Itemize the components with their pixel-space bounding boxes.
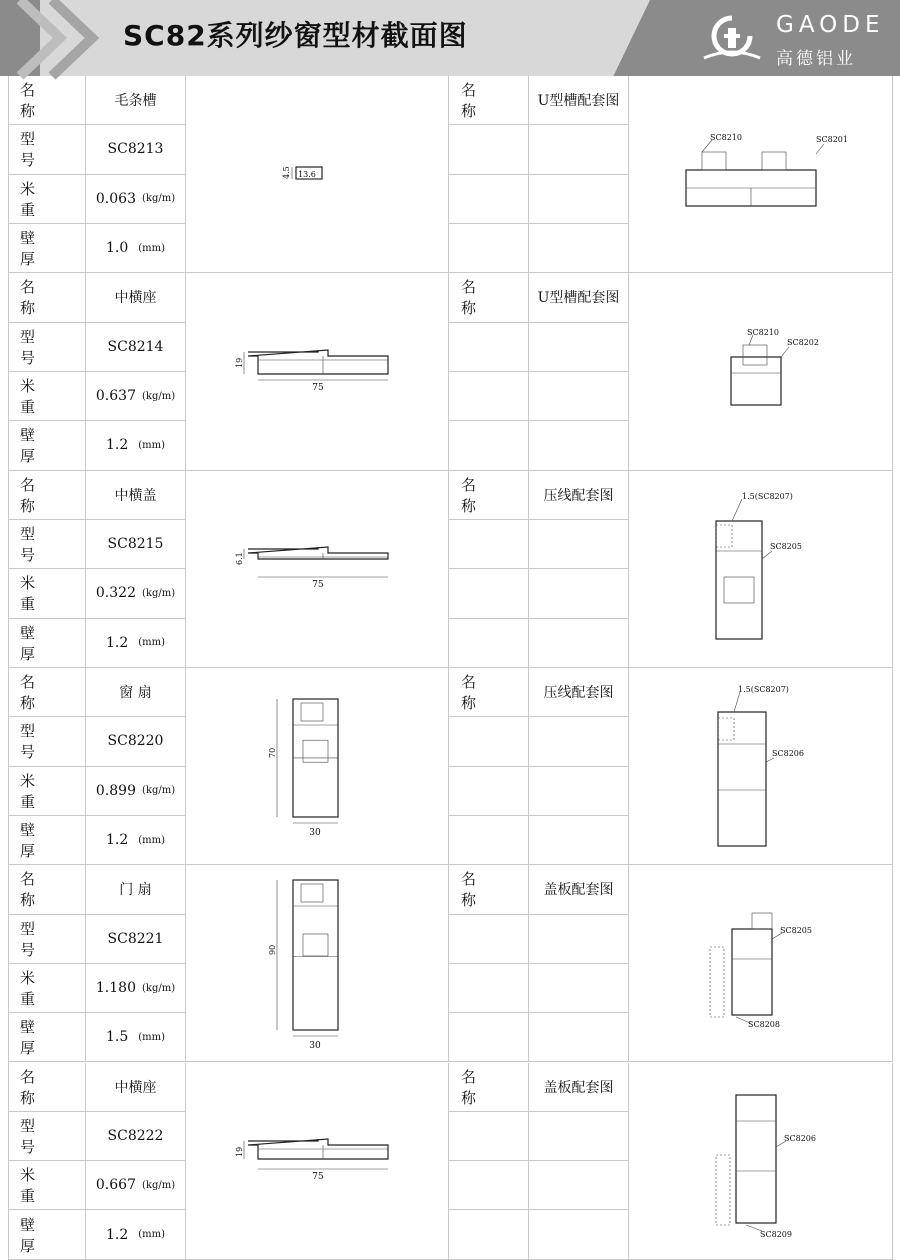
value-cell — [529, 421, 629, 470]
label-cell — [449, 76, 529, 125]
assembly-drawing — [676, 1081, 846, 1241]
profile-section-drawing — [278, 155, 358, 195]
value-cell — [529, 273, 629, 322]
field-label: 米 重 — [20, 771, 50, 811]
dimension-label: 75 — [311, 580, 324, 591]
label-cell — [449, 372, 529, 421]
weight-unit: (kg/m) — [141, 1179, 176, 1191]
profile-section-drawing — [234, 342, 398, 402]
label-cell — [8, 76, 86, 125]
profile-model: SC8220 — [107, 733, 164, 750]
profile-section-drawing — [263, 693, 373, 841]
field-label: 米 重 — [20, 969, 50, 1008]
label-cell — [449, 816, 529, 865]
label-cell — [8, 224, 86, 273]
thickness-unit: (mm) — [138, 242, 166, 254]
assembly-drawing — [676, 489, 846, 649]
profile-name: 窗 扇 — [119, 685, 152, 702]
callout-label: SC8208 — [748, 1019, 780, 1029]
label-cell — [8, 767, 86, 816]
value-cell — [86, 964, 186, 1013]
brand-chinese: 高德铝业 — [776, 49, 856, 69]
profile-model: SC8222 — [107, 1127, 164, 1144]
label-cell — [8, 964, 86, 1013]
value-cell — [529, 1112, 629, 1161]
dimension-label: 19 — [234, 357, 244, 368]
weight-unit: (kg/m) — [141, 785, 176, 797]
field-label: 型 号 — [20, 1116, 50, 1156]
field-label: 名 称 — [461, 475, 491, 515]
value-cell — [86, 717, 186, 766]
assembly-name: 压线配套图 — [543, 487, 614, 504]
label-cell — [449, 1063, 529, 1112]
profile-table — [8, 76, 893, 1260]
field-label: 型 号 — [20, 919, 50, 959]
value-cell — [529, 323, 629, 372]
profile-section-drawing — [234, 539, 398, 599]
profile-thickness: 1.2 — [105, 1226, 129, 1243]
field-label: 名 称 — [20, 673, 50, 713]
field-label: 米 重 — [20, 179, 50, 219]
callout-label: SC8206 — [784, 1134, 816, 1144]
profile-weight: 0.637 — [95, 388, 136, 405]
label-cell — [8, 865, 86, 914]
dimension-label: 6.1 — [234, 552, 244, 566]
thickness-unit: (mm) — [138, 637, 166, 649]
field-label: 型 号 — [20, 525, 50, 565]
value-cell — [529, 224, 629, 273]
value-cell — [529, 915, 629, 964]
callout-label: SC8210 — [747, 327, 779, 337]
gaode-logo-icon — [702, 14, 762, 64]
field-label: 型 号 — [20, 722, 50, 762]
profile-thickness: 1.2 — [105, 437, 129, 454]
label-cell — [8, 372, 86, 421]
label-cell — [8, 569, 86, 618]
callout-label: SC8202 — [787, 337, 819, 347]
label-cell — [449, 421, 529, 470]
label-cell — [8, 175, 86, 224]
field-label: 名 称 — [20, 870, 50, 910]
value-cell — [529, 619, 629, 668]
label-cell — [449, 175, 529, 224]
dimension-label: 30 — [308, 827, 321, 838]
field-label: 名 称 — [461, 673, 491, 713]
value-cell — [86, 125, 186, 174]
profile-weight: 0.899 — [95, 782, 136, 799]
profile-name: 中横盖 — [114, 487, 157, 504]
label-cell — [449, 1161, 529, 1210]
profile-weight: 0.667 — [95, 1177, 136, 1194]
value-cell — [529, 767, 629, 816]
value-cell — [529, 717, 629, 766]
field-label: 壁 厚 — [20, 426, 50, 466]
label-cell — [449, 1112, 529, 1161]
label-cell — [449, 865, 529, 914]
profile-model: SC8214 — [107, 338, 164, 355]
dimension-label: 19 — [234, 1146, 244, 1158]
label-cell — [8, 1013, 86, 1062]
assembly-name: 盖板配套图 — [543, 1079, 614, 1096]
value-cell — [529, 520, 629, 569]
profile-weight: 1.180 — [95, 980, 136, 996]
assembly-name: 压线配套图 — [543, 685, 614, 702]
value-cell — [86, 520, 186, 569]
dimension-label: 4.5 — [281, 165, 291, 179]
value-cell — [86, 372, 186, 421]
callout-label: 1.5(SC8207) — [738, 684, 789, 694]
page-header — [0, 0, 900, 76]
assembly-drawing — [676, 682, 846, 852]
assembly-drawing — [676, 899, 846, 1029]
value-cell — [86, 668, 186, 717]
label-cell — [8, 421, 86, 470]
dimension-label: 75 — [311, 382, 324, 393]
thickness-unit: (mm) — [138, 439, 166, 451]
profile-section-drawing — [234, 1131, 398, 1191]
callout-label: SC8206 — [772, 748, 804, 758]
label-cell — [449, 964, 529, 1013]
value-cell — [529, 964, 629, 1013]
brand-english: GAODE — [776, 12, 885, 38]
value-cell — [529, 668, 629, 717]
assembly-name: U型槽配套图 — [537, 290, 620, 307]
value-cell — [529, 372, 629, 421]
value-cell — [86, 1210, 186, 1259]
value-cell — [86, 421, 186, 470]
value-cell — [86, 471, 186, 520]
profile-thickness: 1.5 — [105, 1029, 129, 1046]
label-cell — [8, 1161, 86, 1210]
label-cell — [449, 915, 529, 964]
profile-section-drawing — [263, 874, 373, 1054]
weight-unit: (kg/m) — [141, 390, 176, 402]
page-title: SC82系列纱窗型材截面图 — [123, 19, 468, 52]
label-cell — [8, 471, 86, 520]
profile-weight: 0.322 — [95, 585, 136, 602]
field-label: 名 称 — [461, 278, 491, 318]
label-cell — [449, 520, 529, 569]
value-cell — [86, 224, 186, 273]
profile-model: SC8221 — [107, 930, 164, 947]
label-cell — [449, 224, 529, 273]
field-label: 名 称 — [20, 475, 50, 515]
value-cell — [529, 471, 629, 520]
profile-name: 毛条槽 — [114, 93, 157, 110]
value-cell — [529, 76, 629, 125]
callout-label: SC8201 — [816, 134, 848, 144]
profile-weight: 0.063 — [95, 190, 136, 207]
profile-model: SC8213 — [107, 141, 164, 158]
assembly-drawing — [681, 327, 841, 417]
value-cell — [86, 767, 186, 816]
thickness-unit: (mm) — [138, 1229, 166, 1241]
value-cell — [86, 1063, 186, 1112]
value-cell — [529, 865, 629, 914]
label-cell — [449, 323, 529, 372]
field-label: 名 称 — [461, 81, 491, 121]
label-cell — [449, 471, 529, 520]
label-cell — [8, 1210, 86, 1259]
assembly-drawing — [666, 130, 856, 220]
profile-name: 中横座 — [114, 1079, 157, 1096]
profile-model: SC8215 — [107, 536, 164, 553]
assembly-name: 盖板配套图 — [543, 882, 614, 899]
field-label: 壁 厚 — [20, 1215, 50, 1255]
label-cell — [449, 125, 529, 174]
callout-label: SC8205 — [770, 542, 802, 552]
label-cell — [8, 520, 86, 569]
label-cell — [449, 569, 529, 618]
weight-unit: (kg/m) — [141, 982, 176, 994]
label-cell — [449, 1013, 529, 1062]
weight-unit: (kg/m) — [141, 193, 176, 205]
label-cell — [8, 323, 86, 372]
dimension-label: 30 — [308, 1040, 321, 1051]
field-label: 壁 厚 — [20, 229, 50, 269]
field-label: 名 称 — [20, 278, 50, 318]
weight-unit: (kg/m) — [141, 587, 176, 599]
chevron-decoration — [0, 0, 120, 76]
field-label: 型 号 — [20, 327, 50, 367]
field-label: 名 称 — [20, 1067, 50, 1107]
label-cell — [8, 717, 86, 766]
label-cell — [8, 619, 86, 668]
label-cell — [8, 915, 86, 964]
value-cell — [529, 1161, 629, 1210]
profile-thickness: 1.2 — [105, 634, 129, 651]
label-cell — [8, 273, 86, 322]
profile-name: 门 扇 — [119, 882, 152, 899]
value-cell — [86, 1112, 186, 1161]
label-cell — [449, 273, 529, 322]
value-cell — [529, 125, 629, 174]
label-cell — [449, 717, 529, 766]
profile-thickness: 1.2 — [105, 832, 129, 849]
field-label: 米 重 — [20, 1166, 50, 1206]
label-cell — [8, 816, 86, 865]
value-cell — [86, 915, 186, 964]
dimension-label: 70 — [267, 747, 277, 758]
dimension-label: 90 — [267, 944, 277, 955]
callout-label: 1.5(SC8207) — [742, 492, 793, 502]
label-cell — [449, 668, 529, 717]
label-cell — [8, 125, 86, 174]
assembly-name: U型槽配套图 — [537, 93, 620, 110]
value-cell — [86, 323, 186, 372]
label-cell — [449, 619, 529, 668]
field-label: 米 重 — [20, 574, 50, 614]
field-label: 名 称 — [20, 81, 50, 121]
value-cell — [86, 1013, 186, 1062]
field-label: 米 重 — [20, 377, 50, 417]
value-cell — [86, 273, 186, 322]
value-cell — [86, 619, 186, 668]
field-label: 壁 厚 — [20, 1018, 50, 1058]
label-cell — [8, 1112, 86, 1161]
value-cell — [86, 1161, 186, 1210]
value-cell — [529, 1063, 629, 1112]
label-cell — [8, 668, 86, 717]
value-cell — [529, 1013, 629, 1062]
label-cell — [8, 1063, 86, 1112]
callout-label: SC8205 — [780, 925, 812, 935]
dimension-label: 13.6 — [297, 169, 316, 179]
profile-name: 中横座 — [114, 290, 157, 307]
field-label: 名 称 — [461, 870, 491, 910]
value-cell — [86, 569, 186, 618]
field-label: 壁 厚 — [20, 821, 50, 861]
value-cell — [529, 816, 629, 865]
profile-thickness: 1.0 — [105, 240, 129, 257]
thickness-unit: (mm) — [138, 1031, 166, 1043]
value-cell — [86, 175, 186, 224]
callout-label: SC8209 — [760, 1230, 792, 1240]
field-label: 名 称 — [461, 1067, 491, 1107]
label-cell — [449, 767, 529, 816]
value-cell — [86, 816, 186, 865]
field-label: 壁 厚 — [20, 623, 50, 663]
value-cell — [529, 569, 629, 618]
dimension-label: 75 — [311, 1172, 324, 1183]
value-cell — [86, 76, 186, 125]
field-label: 型 号 — [20, 130, 50, 170]
value-cell — [529, 175, 629, 224]
thickness-unit: (mm) — [138, 834, 166, 846]
value-cell — [86, 865, 186, 914]
callout-label: SC8210 — [710, 132, 742, 142]
label-cell — [449, 1210, 529, 1259]
value-cell — [529, 1210, 629, 1259]
